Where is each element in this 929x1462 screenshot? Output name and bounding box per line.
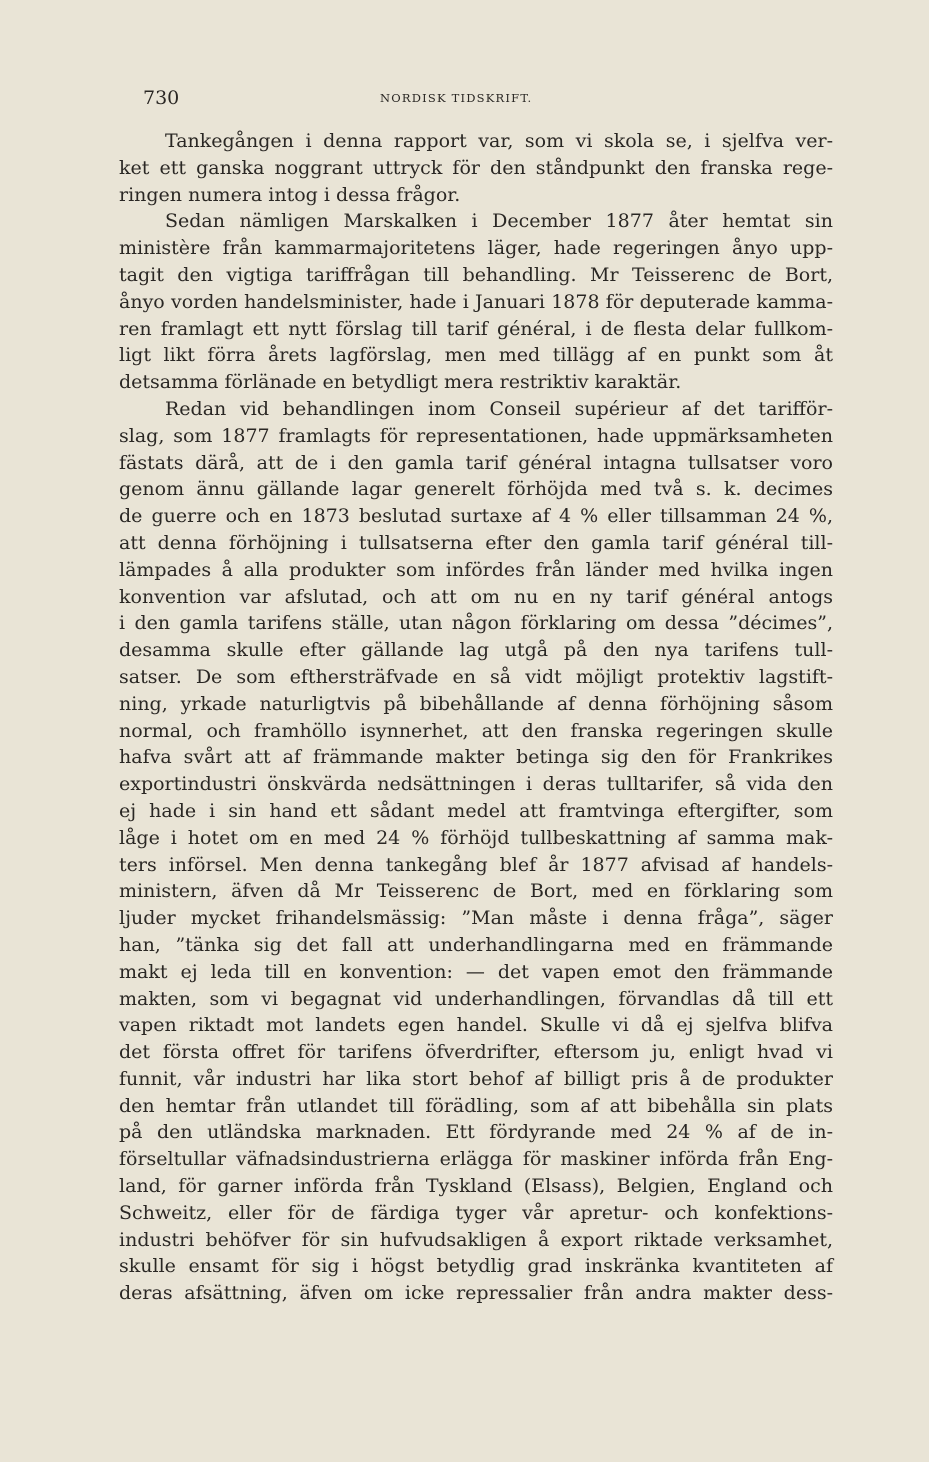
text-line: makten, som vi begagnat vid underhandlingen, förvandlas då till ett xyxy=(119,987,833,1010)
text-line: tagit den vigtiga tariffrågan till behandling. Mr Teisserenc de Bort, xyxy=(119,263,833,286)
text-line: hafva svårt att af främmande makter betinga sig den för Frankrikes xyxy=(119,746,833,769)
text-line: ren framlagt ett nytt förslag till tarif général, i de flesta delar fullkom- xyxy=(119,317,833,340)
text-line: industri behöfver för sin hufvudsakligen å export riktade verksamhet, xyxy=(119,1228,833,1251)
text-line: funnit, vår industri har lika stort behof af billigt pris å de produkter xyxy=(119,1067,833,1090)
text-line: makt ej leda till en konvention: — det vapen emot den främmande xyxy=(119,960,833,983)
text-line: Sedan nämligen Marskalken i December 1877 åter hemtat sin xyxy=(165,210,833,233)
text-line: konvention var afslutad, och att om nu en ny tarif général antogs xyxy=(119,585,833,608)
text-line: i den gamla tarifens ställe, utan någon förklaring om dessa ”décimes”, xyxy=(119,612,833,635)
text-line: ministère från kammarmajoritetens läger, hade regeringen ånyo upp- xyxy=(119,237,833,260)
text-line: ministern, äfven då Mr Teisserenc de Bort, med en förklaring som xyxy=(119,880,833,903)
text-line: de guerre och en 1873 beslutad surtaxe af 4 % eller tillsamman 24 %, xyxy=(119,505,833,528)
text-line: att denna förhöjning i tullsatserna efter den gamla tarif général till- xyxy=(119,531,833,554)
text-line: slag, som 1877 framlagts för representationen, hade uppmärksamheten xyxy=(119,424,833,447)
text-line: ters införsel. Men denna tankegång blef år 1877 afvisad af handels- xyxy=(119,853,833,876)
text-line: på den utländska marknaden. Ett fördyrande med 24 % af de in- xyxy=(119,1121,833,1144)
text-line: detsamma förlänade en betydligt mera restriktiv karaktär. xyxy=(119,371,682,394)
text-line: Tankegången i denna rapport var, som vi skola se, i sjelfva ver- xyxy=(165,130,833,152)
text-line: land, för garner införda från Tyskland (Elsass), Belgien, England och xyxy=(119,1175,833,1198)
text-line: Schweitz, eller för de färdiga tyger vår apretur- och konfektions- xyxy=(119,1201,833,1224)
text-line: skulle ensamt för sig i högst betydlig grad inskränka kvantiteten af xyxy=(119,1255,833,1278)
text-line: ket ett ganska noggrant uttryck för den ståndpunkt den franska rege- xyxy=(119,156,833,179)
text-line: Redan vid behandlingen inom Conseil supérieur af det tarifför- xyxy=(165,397,833,420)
text-line: låge i hotet om en med 24 % förhöjd tullbeskattning af samma mak- xyxy=(119,826,833,849)
page-header xyxy=(143,87,833,111)
text-line: genom ännu gällande lagar generelt förhöjda med två s. k. decimes xyxy=(119,478,833,501)
text-line: han, ”tänka sig det fall att underhandlingarna med en främmande xyxy=(119,933,833,956)
text-line: deras afsättning, äfven om icke repressalier från andra makter dess- xyxy=(119,1282,833,1305)
text-line: ej hade i sin hand ett sådant medel att framtvinga eftergifter, som xyxy=(119,799,833,822)
running-title: NORDISK TIDSKRIFT. xyxy=(380,91,533,105)
text-line: fästats därå, att de i den gamla tarif général intagna tullsatser voro xyxy=(119,451,833,474)
paragraph xyxy=(119,208,833,396)
text-line: förseltullar väfnadsindustrierna erlägga för maskiner införda från Eng- xyxy=(119,1148,833,1171)
text-line: exportindustri önskvärda nedsättningen i deras tulltarifer, så vida den xyxy=(119,773,833,796)
text-line: desamma skulle efter gällande lag utgå på den nya tarifens tull- xyxy=(119,639,833,662)
text-line: ringen numera intog i dessa frågor. xyxy=(119,183,461,206)
text-line: satser. De som efthersträfvade en så vidt möjligt protektiv lagstift- xyxy=(119,665,833,688)
text-line: ligt likt förra årets lagförslag, men med tillägg af en punkt som åt xyxy=(119,344,833,367)
text-line: ning, yrkade naturligtvis på bibehållande af denna förhöjning såsom xyxy=(119,692,833,715)
page-number: 730 xyxy=(143,87,180,109)
text-line: vapen riktadt mot landets egen handel. Skulle vi då ej sjelfva blifva xyxy=(119,1014,833,1037)
text-line: ljuder mycket frihandelsmässig: ”Man måste i denna fråga”, säger xyxy=(119,907,833,930)
text-line: det första offret för tarifens öfverdrifter, eftersom ju, enligt hvad vi xyxy=(119,1041,833,1064)
text-line: den hemtar från utlandet till förädling, som af att bibehålla sin plats xyxy=(119,1094,833,1117)
body-text xyxy=(119,128,833,1307)
text-line: normal, och framhöllo isynnerhet, att den franska regeringen skulle xyxy=(119,719,833,742)
paragraph xyxy=(119,396,833,1307)
text-line: ånyo vorden handelsminister, hade i Januari 1878 för deputerade kamma- xyxy=(119,290,833,313)
paragraph xyxy=(119,128,833,208)
text-line: lämpades å alla produkter som infördes från länder med hvilka ingen xyxy=(119,558,833,581)
